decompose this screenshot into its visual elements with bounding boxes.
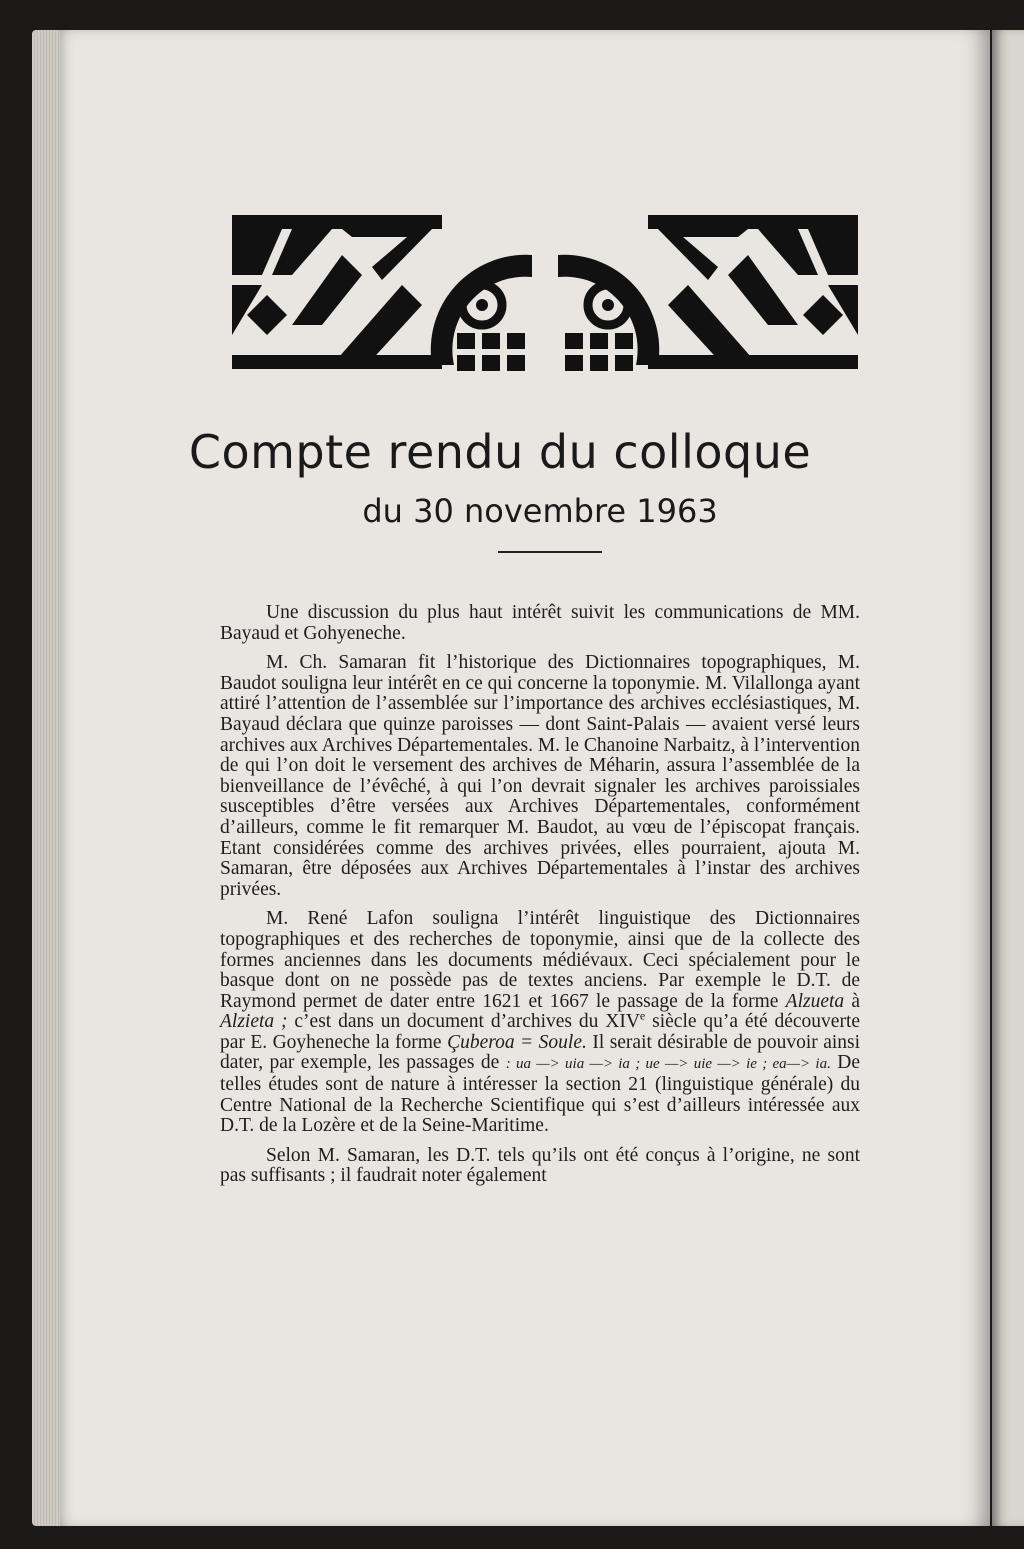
title-divider <box>498 551 602 553</box>
paragraph-3 <box>220 909 860 1137</box>
cuberoa-form: Çuberoa = Soule. <box>447 1031 587 1053</box>
page-edge-stack <box>32 30 62 1526</box>
paragraph-3-text-e: Il serait désirable de pouvoir ainsi dater, par exemple, les passages de <box>220 1031 861 1074</box>
paragraph-3-text-f: De telles études sont de nature à intéresser la section 21 (linguistique générale) du Centre National de la Recherche Scientifique qui s’est d’ailleurs intéressée aux D.T. de la Lozère et de la Seine-Maritime. <box>220 1052 861 1137</box>
facing-page-edge <box>992 30 1024 1526</box>
paragraph-3-text-d: siècle qu’a été découverte par E. Goyheneche la forme <box>220 1011 861 1053</box>
basque-frieze-ornament <box>232 215 858 375</box>
paragraph-3-text-a: M. René Lafon souligna l’intérêt linguistique des Dictionnaires topographiques et des recherches de toponymie, ainsi que de la collecte des formes anciennes dans les documents médiévaux. Ceci spécialement pour le basque dont on ne possède pas de textes anciens. Par exemple le D.T. de Raymond permet de dater entre 1621 et 1667 le passage de la forme <box>220 908 860 1012</box>
paragraph-1: Une discussion du plus haut intérêt suivit les communications de MM. Bayaud et Gohyeneche. <box>220 602 860 644</box>
page-subtitle: du 30 novembre 1963 <box>362 492 718 530</box>
paragraph-2: M. Ch. Samaran fit l’historique des Dictionnaires topographiques, M. Baudot souligna leur intérêt en ce qui concerne la toponymie. M. Vilallonga ayant attiré l’attention de l’assemblée sur l’importance des archives ecclésiastiques, M. Bayaud déclara que quinze paroisses — dont Saint-Palais — avaient versé leurs archives aux Archives Départementales. M. le Chanoine Narbaitz, à l’intervention de qui l’on doit le versement des archives de Méharin, assura l’assemblée de la bienveillance de l’évêché, à qui l’on devrait signaler les archives paroissiales susceptibles d’être versées aux Archives Départementales, conformément d’ailleurs, comme le fit remarquer M. Baudot, au vœu de l’épiscopat français. Etant considérées comme des archives privées, elles pourraient, ajouta M. Samaran, être déposées aux Archives Départementales à l’instar des archives privées. <box>220 652 861 900</box>
alzieta-form: Alzieta ; <box>220 1011 288 1033</box>
century-superscript: e <box>639 1008 646 1023</box>
alzueta-form: Alzueta <box>785 990 845 1012</box>
paragraph-4: Selon M. Samaran, les D.T. tels qu’ils ont été conçus à l’origine, ne sont pas suffisants ; il faudrait noter également <box>220 1144 860 1187</box>
page-title: Compte rendu du colloque <box>188 425 812 479</box>
article-body <box>220 603 860 1196</box>
paragraph-3-text-b: à <box>851 990 861 1012</box>
paragraph-3-text-c: c’est dans un document d’archives du XIV <box>294 1011 640 1033</box>
vowel-passages: : ua —> uia —> ia ; ue —> uie —> ie ; ea—> ia. <box>505 1056 831 1073</box>
